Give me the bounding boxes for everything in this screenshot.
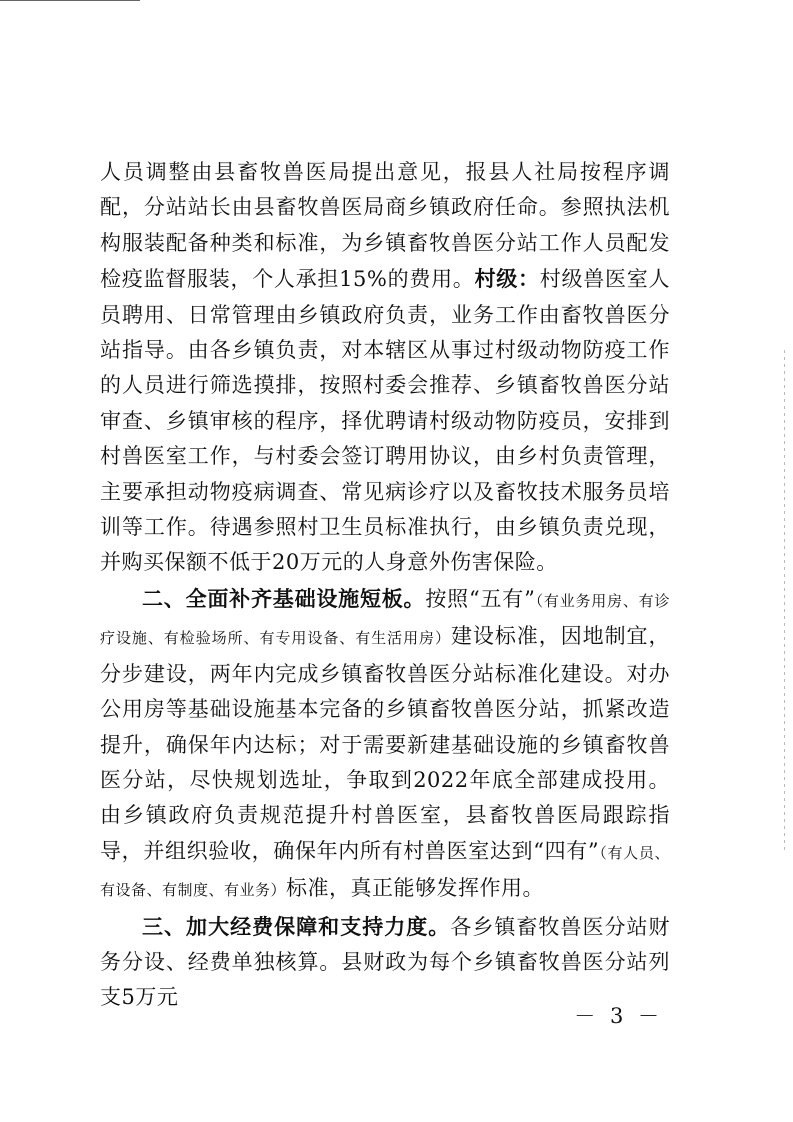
paragraph-staffing <box>100 155 670 581</box>
paragraph-infrastructure <box>100 581 670 909</box>
section-heading-2: 二、全面补齐基础设施短板。 <box>142 585 426 611</box>
paragraph-text: 人员调整由县畜牧兽医局提出意见，报县人社局按程序调配，分站站长由县畜牧兽医局商乡镇政府任命。参照执法机构服装配备种类和标准，为乡镇畜牧兽医分站工作人员配发检疫监督服装，个人承担15%的费用。 <box>100 160 670 292</box>
page-number: － 3 － <box>574 1004 663 1028</box>
paragraph-text: 建设标准，因地制宜，分步建设，两年内完成乡镇畜牧兽医分站标准化建设。对办公用房等基础设施基本完备的乡镇畜牧兽医分站，抓紧改造提升，确保年内达标；对于需要新建基础设施的乡镇畜牧兽医分站，尽快规划选址，争取到2022年底全部建成投用。由乡镇政府负责规范提升村兽医室，县畜牧兽医局跟踪指导，并组织验收，确保年内所有村兽医室达到“四有” <box>100 624 670 863</box>
paragraph-text: 村级兽医室人员聘用、日常管理由乡镇政府负责，业务工作由畜牧兽医分站指导。由各乡镇负责，对本辖区从事过村级动物防疫工作的人员进行筛选摸排，按照村委会推荐、乡镇畜牧兽医分站审查、乡镇审核的程序，择优聘请村级动物防疫员，安排到村兽医室工作，与村委会签订聘用协议，由乡村负责管理，主要承担动物疫病调查、常见病诊疗以及畜牧技术服务员培训等工作。待遇参照村卫生员标准执行，由乡镇负责兑现，并购买保额不低于20万元的人身意外伤害保险。 <box>100 267 671 575</box>
scan-edge-line <box>0 0 140 3</box>
paragraph-text: 按照“五有” <box>425 586 536 611</box>
inline-note: （有业务用房、有诊疗设施、有检验场所、有专用设备、有生活用房） <box>100 591 670 648</box>
paragraph-text: 各乡镇畜牧兽医分站财务分设、经费单独核算。县财政为每个乡镇畜牧兽医分站列支5万元 <box>100 914 671 1010</box>
inline-note: （有人员、有设备、有制度、有业务） <box>100 843 670 900</box>
section-heading-3: 三、加大经费保障和支持力度。 <box>142 913 451 939</box>
scan-edge-shadow <box>784 350 785 850</box>
paragraph-text: 标准，真正能够发挥作用。 <box>286 876 545 901</box>
village-level-heading: 村级： <box>474 266 540 292</box>
document-body <box>100 155 670 1016</box>
